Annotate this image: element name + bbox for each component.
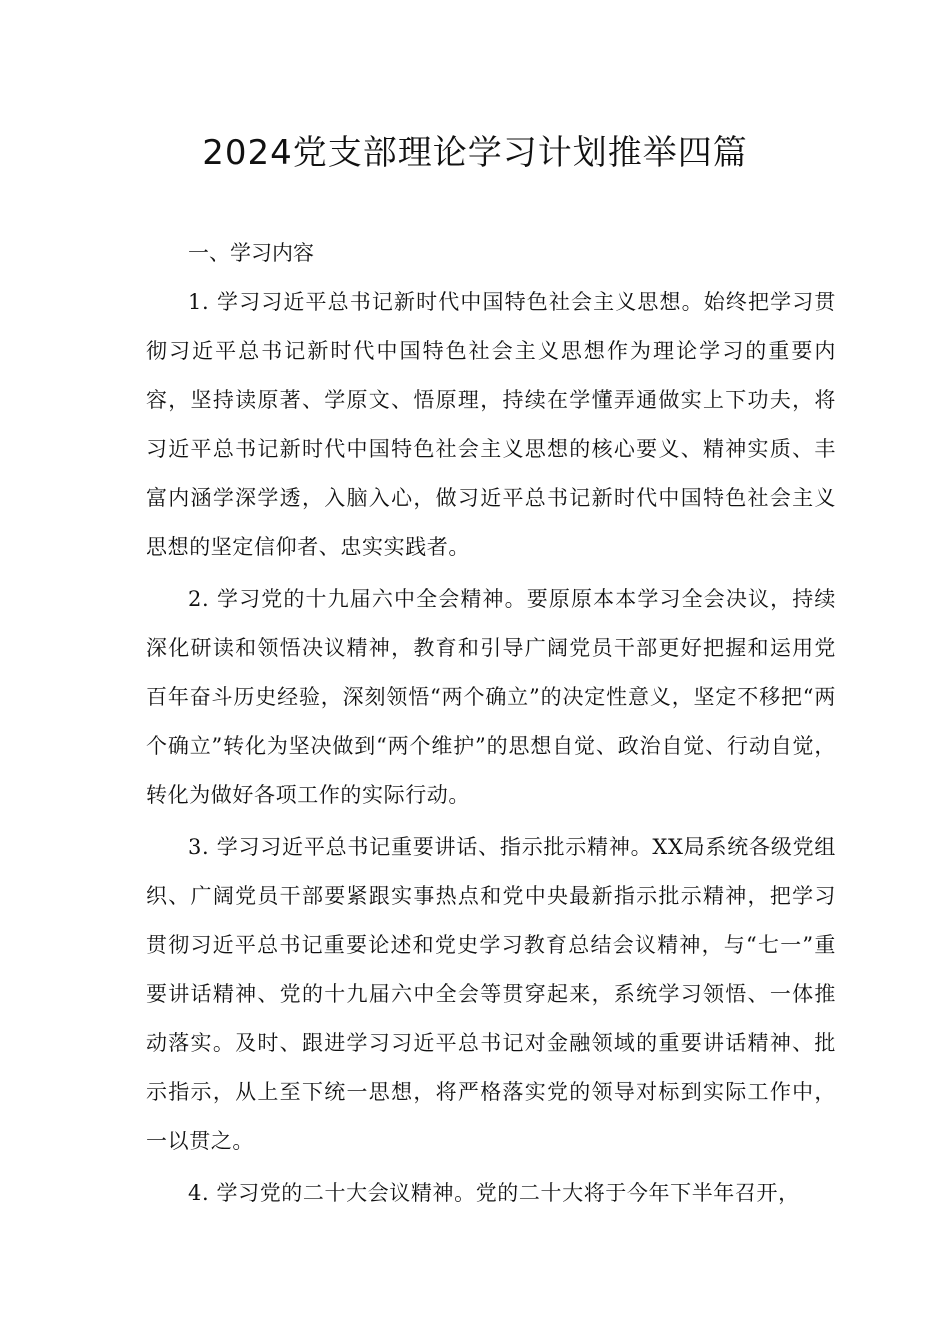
- paragraph-item-3: 3. 学习习近平总书记重要讲话、指示批示精神。XX局系统各级党组织、广阔党员干部要紧跟实事热点和党中央最新指示批示精神，把学习贯彻习近平总书记重要论述和党史学习教育总结会议精神，与“七一”重要讲话精神、党的十九届六中全会等贯穿起来，系统学习领悟、一体推动落实。及时、跟进学习习近平总书记对金融领域的重要讲话精神、批示指示，从上至下统一思想，将严格落实党的领导对标到实际工作中，一以贯之。: [146, 835, 836, 1153]
- section-heading: 一、学习内容: [188, 241, 314, 265]
- paragraph-item-2: 2. 学习党的十九届六中全会精神。要原原本本学习全会决议，持续深化研读和领悟决议精神，教育和引导广阔党员干部更好把握和运用党百年奋斗历史经验，深刻领悟“两个确立”的决定性意义，坚定不移把“两个确立”转化为坚决做到“两个维护”的思想自觉、政治自觉、行动自觉，转化为做好各项工作的实际行动。: [146, 587, 836, 807]
- paragraph-item-1: 1. 学习习近平总书记新时代中国特色社会主义思想。始终把学习贯彻习近平总书记新时代中国特色社会主义思想作为理论学习的重要内容，坚持读原著、学原文、悟原理，持续在学懂弄通做实上下功夫，将习近平总书记新时代中国特色社会主义思想的核心要义、精神实质、丰富内涵学深学透，入脑入心，做习近平总书记新时代中国特色社会主义思想的坚定信仰者、忠实实践者。: [146, 290, 836, 559]
- document-title: 2024党支部理论学习计划推举四篇: [202, 133, 748, 173]
- paragraph-item-4: 4. 学习党的二十大会议精神。党的二十大将于今年下半年召开，: [188, 1181, 800, 1205]
- document-body: [146, 228, 836, 1221]
